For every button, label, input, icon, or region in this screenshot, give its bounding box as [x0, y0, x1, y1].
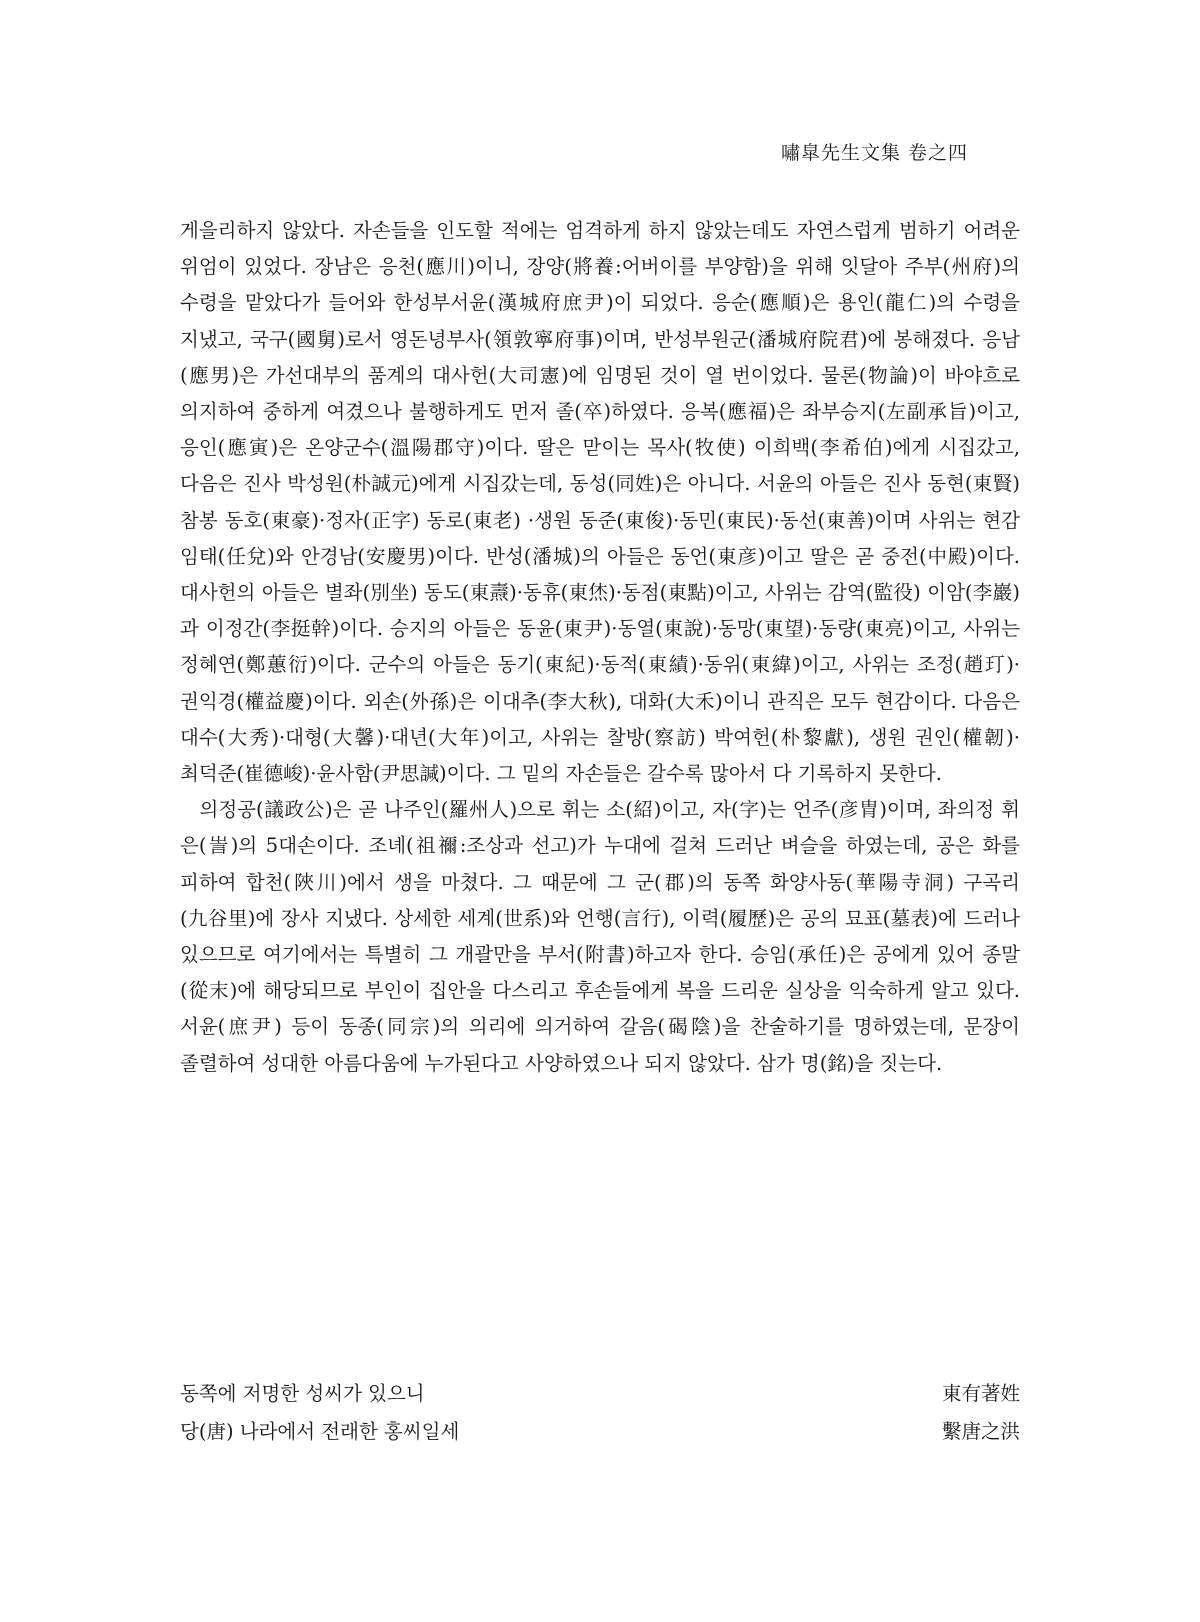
verse-line — [180, 1413, 1020, 1451]
verse-line — [180, 1375, 1020, 1413]
verse-korean: 동쪽에 저명한 성씨가 있으니 — [180, 1382, 425, 1405]
page-header: 嘯皐先生文集 卷之四 — [780, 142, 968, 164]
inscription-verse — [180, 1375, 1020, 1451]
verse-hanja: 東有著姓 — [941, 1382, 1020, 1405]
body-text — [180, 213, 1020, 1082]
paragraph: 게을리하지 않았다. 자손들을 인도할 적에는 엄격하게 하지 않았는데도 자연스럽게 범하기 어려운 위엄이 있었다. 장남은 응천(應川)이니, 장양(將養:어버이를 부양함)을 위해 잇달아 주부(州府)의 수령을 맡았다가 들어와 한성부서윤(漢城府庶尹)이 되었다. 응순(應順)은 용인(龍仁)의 수령을 지냈고, 국구(國舅)로서 영돈녕부사(領敦寧府事)이며, 반성부원군(潘城府院君)에 봉해졌다. 응남(應男)은 가선대부의 품계의 대사헌(大司憲)에 임명된 것이 열 번이었다. 물론(物論)이 바야흐로 의지하여 중하게 여겼으나 불행하게도 먼저 졸(卒)하였다. 응복(應福)은 좌부승지(左副承旨)이고, 응인(應寅)은 온양군수(溫陽郡守)이다. 딸은 맏이는 목사(牧使) 이희백(李希伯)에게 시집갔고, 다음은 진사 박성원(朴誠元)에게 시집갔는데, 동성(同姓)은 아니다. 서윤의 아들은 진사 동현(東賢) 참봉 동호(東豪)·정자(正字) 동로(東老) ·생원 동준(東俊)·동민(東民)·동선(東善)이며 사위는 현감 임태(任兌)와 안경남(安慶男)이다. 반성(潘城)의 아들은 동언(東彦)이고 딸은 곧 중전(中殿)이다. 대사헌의 아들은 별좌(別坐) 동도(東燾)·동휴(東烋)·동점(東點)이고, 사위는 감역(監役) 이암(李巖)과 이정간(李挺幹)이다. 승지의 아들은 동윤(東尹)·동열(東說)·동망(東望)·동량(東亮)이고, 사위는 정혜연(鄭蕙衍)이다. 군수의 아들은 동기(東紀)·동적(東績)·동위(東緯)이고, 사위는 조정(趙玎)·권익경(權益慶)이다. 외손(外孫)은 이대추(李大秋), 대화(大禾)이니 관직은 모두 현감이다. 다음은 대수(大秀)·대형(大馨)·대년(大年)이고, 사위는 찰방(察訪) 박여헌(朴黎獻), 생원 권인(權韌)·최덕준(崔德峻)·윤사함(尹思諴)이다. 그 밑의 자손들은 갈수록 많아서 다 기록하지 못한다. — [180, 219, 1020, 786]
paragraph: 의정공(議政公)은 곧 나주인(羅州人)으로 휘는 소(紹)이고, 자(字)는 언주(彦胄)이며, 좌의정 휘 은(訔)의 5대손이다. 조녜(祖禰:조상과 선고)가 누대에 걸쳐 드러난 벼슬을 하였는데, 공은 화를 피하여 합천(陜川)에서 생을 마쳤다. 그 때문에 그 군(郡)의 동쪽 화양사동(華陽寺洞) 구곡리(九谷里)에 장사 지냈다. 상세한 세계(世系)와 언행(言行), 이력(履歷)은 공의 묘표(墓表)에 드러나 있으므로 여기에서는 특별히 그 개괄만을 부서(附書)하고자 한다. 승임(承任)은 공에게 있어 종말(從末)에 해당되므로 부인이 집안을 다스리고 후손들에게 복을 드리운 실상을 익숙하게 알고 있다. 서윤(庶尹) 등이 동종(同宗)의 의리에 의거하여 갈음(碣陰)을 찬술하기를 명하였는데, 문장이 졸렬하여 성대한 아름다움에 누가된다고 사양하였으나 되지 않았다. 삼가 명(銘)을 짓는다. — [180, 798, 1020, 1075]
verse-hanja: 繫唐之洪 — [941, 1420, 1020, 1443]
verse-korean: 당(唐) 나라에서 전래한 홍씨일세 — [180, 1420, 460, 1443]
